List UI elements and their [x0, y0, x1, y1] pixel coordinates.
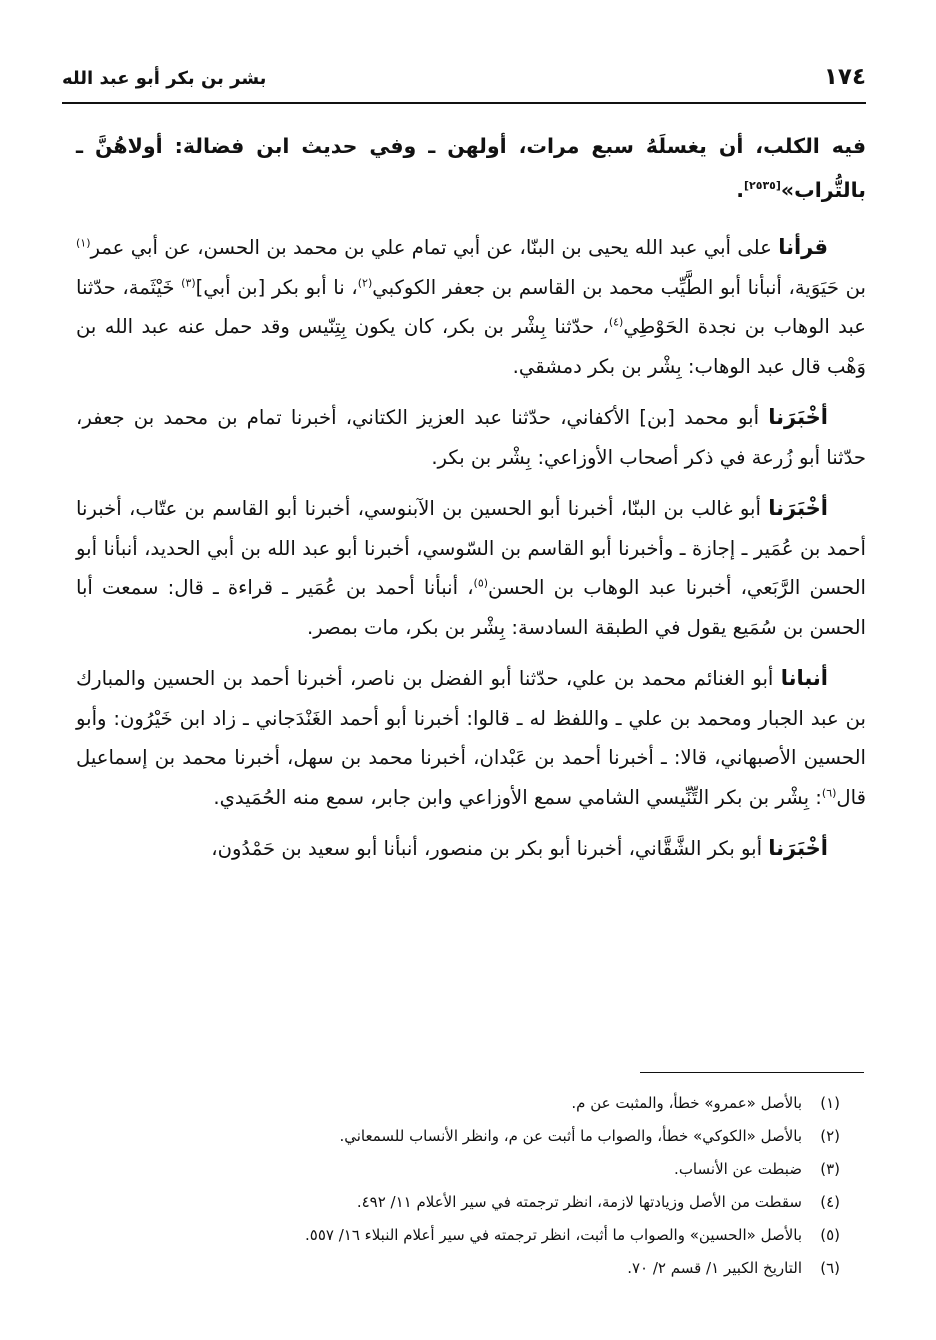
page-number: ١٧٤: [823, 64, 866, 90]
narration-lead-word: أخْبَرَنا: [768, 405, 828, 429]
narration-text: أبو الغنائم محمد بن علي، حدّثنا أبو الفضل بن ناصر، أخبرنا أحمد بن الحسين والمبارك بن عبد الجبار ومحمد بن علي ـ واللفظ له ـ قالوا: أخبرنا أبو أحمد الغَنْدَجاني ـ زاد ابن خَيْرُون: وأبو الحسين الأصبهاني، قالا: ـ أخبرنا أحمد بن عَبْدان، أخبرنا محمد بن سهل، أخبرنا محمد بن إسماعيل قال: [76, 667, 866, 809]
footnote-number: (٥): [820, 1226, 840, 1244]
narration-text: ، حدّثنا بِشْر بن بكر، كان يكون بِتِنّيس وقد حمل عنه عبد الله بن وَهْب قال عبد الوهاب: بِشْر بن بكر دمشقي.: [76, 315, 866, 378]
page-header: [62, 62, 866, 104]
narration-text: ، نا أبو بكر [بن أبي]: [195, 275, 358, 299]
footnote-marker: (٥): [473, 576, 489, 590]
footnotes: [70, 1087, 840, 1285]
footnote-item: [70, 1087, 840, 1120]
narration-text: : بِشْر بن بكر التِّنِّيسي الشامي سمع الأوزاعي وابن جابر، سمع منه الحُمَيدي.: [213, 785, 822, 809]
footnote-text: سقطت من الأصل وزيادتها لازمة، انظر ترجمته في سير الأعلام ١١/ ٤٩٢.: [356, 1193, 802, 1211]
narration-text: أبو غالب بن البنّا، أخبرنا أبو الحسين بن الآبنوسي، أخبرنا أبو القاسم بن عتّاب، أخبرنا أحمد بن عُمَير ـ إجازة ـ وأخبرنا أبو القاسم بن السّوسي، أخبرنا أبو عبد الله بن أبي الحديد، أنبأنا أبو الحسن الرَّبَعي، أخبرنا عبد الوهاب بن الحسن: [76, 497, 866, 599]
footnote-number: (٣): [820, 1160, 840, 1178]
footnote-item: [70, 1120, 840, 1153]
main-text: [76, 124, 866, 881]
reference-number: [٢٥٣٥]: [743, 179, 781, 193]
narration-text: أبو بكر الشَّقَّاني، أخبرنا أبو بكر بن منصور، أنبأنا أبو سعيد بن حَمْدُون،: [211, 837, 769, 860]
footnote-marker: (٤): [608, 315, 624, 329]
opening-tail: .: [736, 178, 744, 202]
opening-paragraph: [76, 124, 866, 212]
footnote-marker: (١): [76, 236, 91, 250]
opening-text: فيه الكلب، أن يغسلَهُ سبع مرات، أولهن ـ وفي حديث ابن فضالة: أولاهُنَّ ـ بالتُّراب»: [76, 134, 866, 202]
narration-lead-word: قرأنا: [778, 235, 828, 259]
narration-lead-word: أخْبَرَنا: [768, 836, 828, 860]
footnote-marker: (٦): [821, 785, 837, 799]
footnote-marker: (٣): [181, 275, 196, 289]
footnote-text: بالأصل «الحسين» والصواب ما أثبت، انظر ترجمته في سير أعلام النبلاء ١٦/ ٥٥٧.: [304, 1226, 802, 1244]
narration-text: على أبي عبد الله يحيى بن البنّا، عن أبي تمام علي بن محمد بن الحسن، عن أبي عمر: [90, 236, 779, 259]
footnote-separator: [640, 1072, 864, 1073]
narration-paragraph: [76, 398, 866, 477]
narration-text: ، أنبأنا أحمد بن عُمَير ـ قراءة ـ قال: سمعت أبا الحسن بن سُمَيع يقول في الطبقة السادسة: بِشْر بن بكر، مات بمصر.: [76, 576, 866, 639]
narration-text: بن حَيَوَية، أنبأنا أبو الطَّيِّب محمد بن القاسم بن جعفر الكوكبي: [372, 275, 866, 299]
footnote-number: (١): [820, 1094, 840, 1112]
running-title: بشر بن بكر أبو عبد الله: [62, 68, 267, 89]
footnote-number: (٦): [820, 1259, 840, 1277]
narration-paragraph: [76, 659, 866, 817]
footnote-item: [70, 1252, 840, 1285]
footnote-text: التاريخ الكبير ١/ قسم ٢/ ٧٠.: [627, 1259, 802, 1277]
footnote-item: [70, 1219, 840, 1252]
footnote-text: بالأصل «الكوكي» خطأ، والصواب ما أثبت عن م، وانظر الأنساب للسمعاني.: [339, 1127, 802, 1145]
footnote-item: [70, 1186, 840, 1219]
narration-lead-word: أخْبَرَنا: [768, 496, 828, 520]
footnote-number: (٢): [820, 1127, 840, 1145]
narration-text: أبو محمد [بن] الأكفاني، حدّثنا عبد العزيز الكتاني، أخبرنا تمام بن محمد بن جعفر، حدّثنا أبو زُرعة في ذكر أصحاب الأوزاعي: بِشْر بن بكر.: [76, 406, 866, 469]
narration-text: خَيْثَمة، حدّثنا عبد الوهاب بن نجدة الحَوْطِي: [76, 275, 866, 338]
footnote-number: (٤): [820, 1193, 840, 1211]
footnote-text: ضبطت عن الأنساب.: [674, 1160, 802, 1178]
narration-paragraph: [76, 829, 866, 869]
narration-paragraph: [76, 489, 866, 647]
narration-paragraph: [76, 228, 866, 386]
narration-paragraphs: [76, 228, 866, 869]
narration-lead-word: أنبانا: [780, 666, 828, 690]
footnote-text: بالأصل «عمرو» خطأ، والمثبت عن م.: [571, 1094, 802, 1112]
footnote-marker: (٢): [357, 275, 373, 289]
footnote-item: [70, 1153, 840, 1186]
